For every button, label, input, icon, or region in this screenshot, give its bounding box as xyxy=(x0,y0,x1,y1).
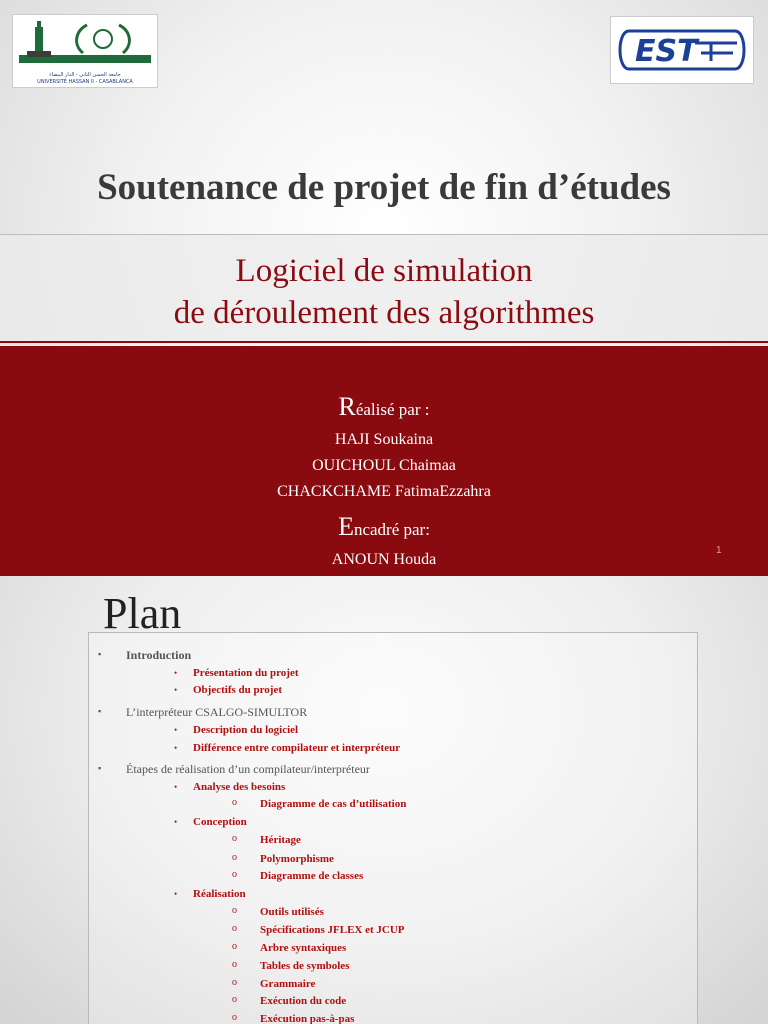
subtitle-line-2: de déroulement des algorithmes xyxy=(173,295,595,331)
subtitle xyxy=(0,250,768,334)
plan-title: Plan xyxy=(103,589,182,638)
plan-item-level-2: Description du logiciel xyxy=(193,724,299,736)
plan-item-level-3: Outils utilisés xyxy=(260,906,324,918)
dot-bullet-icon: • xyxy=(174,782,178,792)
university-caption: UNIVERSITÉ HASSAN II - CASABLANCA xyxy=(37,79,133,85)
author-2: OUICHOUL Chaimaa xyxy=(312,457,456,474)
circle-bullet-icon: o xyxy=(232,797,237,808)
circle-bullet-icon: o xyxy=(232,852,237,863)
circle-bullet-icon: o xyxy=(232,1012,237,1023)
dot-bullet-icon: • xyxy=(174,725,178,735)
plan-item-level-3: Diagramme de classes xyxy=(260,870,364,882)
plan-item-level-3: Exécution pas-à-pas xyxy=(260,1013,355,1024)
circle-bullet-icon: o xyxy=(232,994,237,1005)
circle-bullet-icon: o xyxy=(232,905,237,916)
plan-item-level-3: Tables de symboles xyxy=(260,960,350,972)
author-1: HAJI Soukaina xyxy=(334,431,434,448)
plan-item-level-2: Présentation du projet xyxy=(193,667,299,679)
circle-bullet-icon: o xyxy=(232,833,237,844)
subtitle-line-1: Logiciel de simulation xyxy=(235,253,533,289)
plan-content-box xyxy=(88,632,698,1024)
page-number: 1 xyxy=(716,545,722,556)
plan-item-level-3: Polymorphisme xyxy=(260,853,334,865)
main-title: Soutenance de projet de fin d’études xyxy=(97,167,671,208)
university-caption-ar: جامعة الحسن الثاني - الدار البيضاء xyxy=(49,72,121,78)
dot-bullet-icon: • xyxy=(174,685,178,695)
dot-bullet-icon: • xyxy=(174,668,178,678)
square-bullet-icon: ▪ xyxy=(98,706,102,716)
plan-item-level-2: Conception xyxy=(193,816,247,828)
dot-bullet-icon: • xyxy=(174,817,178,827)
square-bullet-icon: ▪ xyxy=(98,649,102,659)
plan-item-level-3: Diagramme de cas d’utilisation xyxy=(260,798,407,810)
circle-bullet-icon: o xyxy=(232,977,237,988)
circle-bullet-icon: o xyxy=(232,923,237,934)
est-emblem-icon xyxy=(611,17,753,83)
square-bullet-icon: ▪ xyxy=(98,763,102,773)
plan-item-level-3: Grammaire xyxy=(260,978,316,990)
plan-item-level-2: Analyse des besoins xyxy=(193,781,286,793)
circle-bullet-icon: o xyxy=(232,869,237,880)
plan-item-level-3: Héritage xyxy=(260,834,301,846)
plan-item-level-1: Introduction xyxy=(126,648,192,662)
encadre-label: Encadré par: xyxy=(338,512,430,541)
supervisor: ANOUN Houda xyxy=(331,551,437,568)
est-logo xyxy=(610,16,754,84)
plan-slide xyxy=(0,576,768,1024)
plan-item-level-2: Réalisation xyxy=(193,888,246,900)
plan-item-level-2: Objectifs du projet xyxy=(193,684,283,696)
circle-bullet-icon: o xyxy=(232,959,237,970)
dot-bullet-icon: • xyxy=(174,889,178,899)
plan-item-level-3: Arbre syntaxiques xyxy=(260,942,347,954)
realise-label: Réalisé par : xyxy=(338,392,430,421)
university-logo xyxy=(12,14,158,88)
plan-item-level-1: L’interpréteur CSALGO-SIMULTOR xyxy=(126,705,308,719)
dot-bullet-icon: • xyxy=(174,743,178,753)
author-3: CHACKCHAME FatimaEzzahra xyxy=(277,483,491,500)
circle-bullet-icon: o xyxy=(232,941,237,952)
divider xyxy=(0,341,768,343)
plan-item-level-2: Différence entre compilateur et interpréteur xyxy=(193,742,401,754)
plan-item-level-3: Exécution du code xyxy=(260,995,347,1007)
est-logo-text: EST xyxy=(635,34,698,69)
plan-item-level-3: Spécifications JFLEX et JCUP xyxy=(260,924,405,936)
plan-item-level-1: Étapes de réalisation d’un compilateur/interpréteur xyxy=(126,762,370,776)
